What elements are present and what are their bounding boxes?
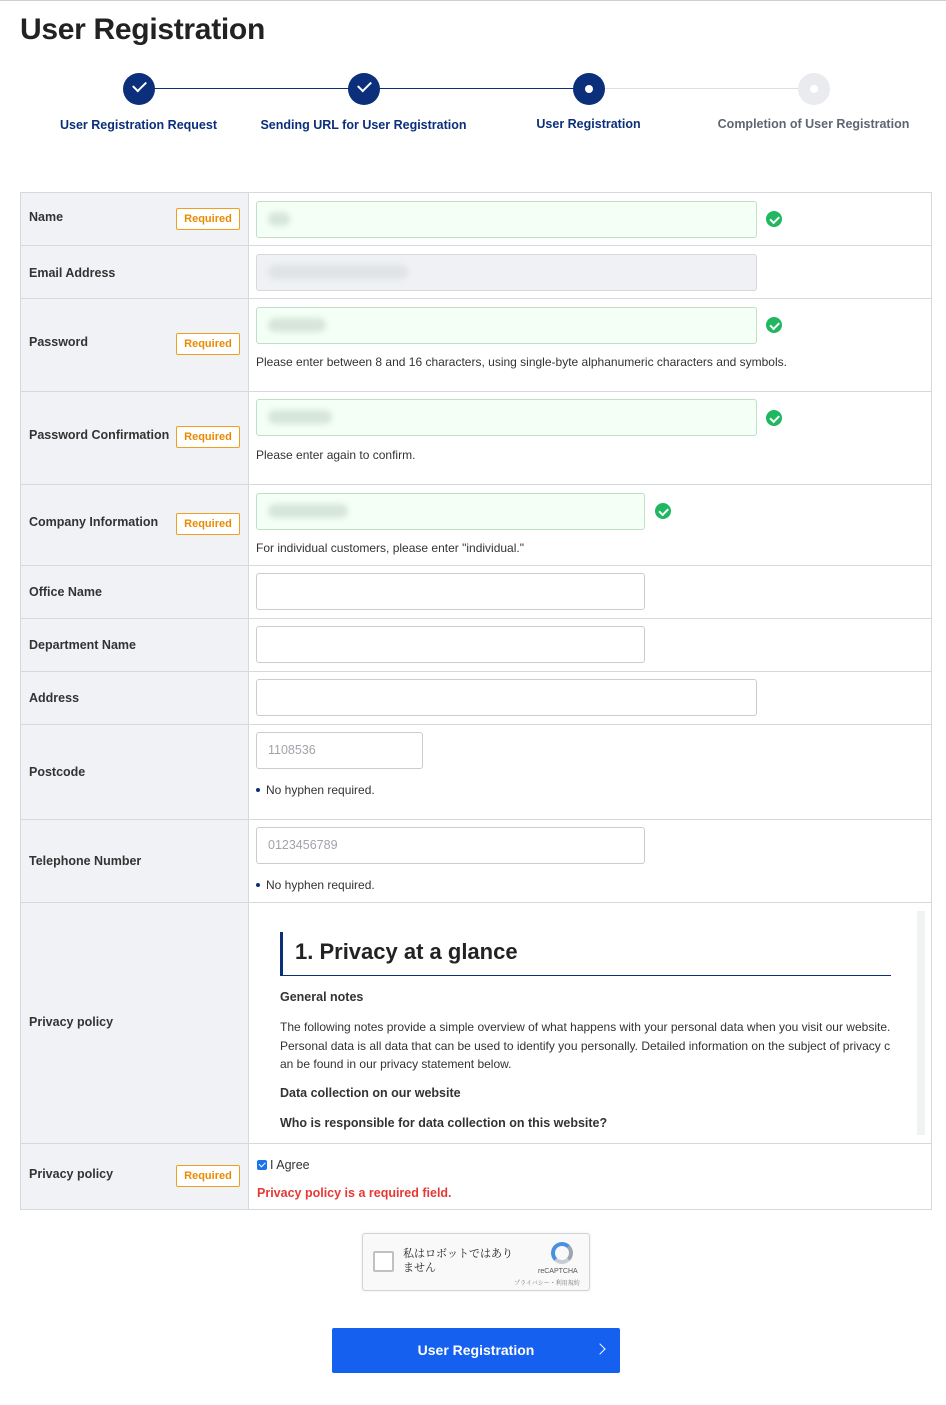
privacy-responsible: Who is responsible for data collection on this website? [280,1116,608,1130]
form-row-name [21,193,931,246]
email-field [256,254,757,291]
value-cell [249,392,931,484]
valid-check-icon [766,410,782,426]
value-cell [249,566,931,618]
step-label: User Registration [536,117,641,131]
progress-stepper [20,71,920,141]
telephone-label: Telephone Number [29,854,142,868]
postcode-label: Postcode [29,765,86,779]
recaptcha-checkbox[interactable] [373,1251,394,1272]
name-label: Name [29,210,64,224]
department-input[interactable] [256,626,645,663]
telephone-hint-text: No hyphen required. [266,878,375,892]
password-confirmation-label: Password Confirmation [29,428,170,442]
recaptcha-brand: reCAPTCHA [538,1268,578,1275]
bullet-icon [256,788,260,792]
bullet-icon [256,883,260,887]
department-label: Department Name [29,638,136,652]
required-badge: Required [176,333,240,355]
privacy-heading-box [280,932,891,976]
form-row-email [21,246,931,299]
required-badge: Required [176,426,240,448]
page-title: User Registration [20,13,265,46]
address-label: Address [29,691,80,705]
agree-checkbox[interactable] [257,1160,267,1170]
value-cell [249,903,931,1143]
postcode-hint-text: No hyphen required. [266,783,375,797]
chevron-right-icon [594,1343,605,1354]
value-cell [249,299,931,391]
value-cell [249,246,931,298]
label-cell [21,903,249,1143]
label-cell [21,725,249,819]
value-cell [249,193,931,245]
valid-check-icon [766,317,782,333]
telephone-input[interactable]: 0123456789 [256,827,645,864]
office-label: Office Name [29,585,102,599]
step-user-registration-request [26,71,251,132]
masked-value [268,212,290,226]
step-user-registration [476,71,701,131]
privacy-text-label: Privacy policy [29,1015,114,1029]
privacy-body-text: The following notes provide a simple overview of what happens with your personal data when you visit our website. Personal data is all data that can be used to identify you personally. Detailed information on the subject of privacy can be found in our privacy statement below. [280,1020,891,1071]
form-row-telephone [21,820,931,903]
user-registration-submit-button[interactable] [332,1328,620,1373]
privacy-agree-label: Privacy policy [29,1167,114,1181]
label-cell [21,619,249,671]
form-row-privacy-text [21,903,931,1144]
password-confirmation-input[interactable] [256,399,757,436]
value-cell [249,820,931,902]
label-cell [21,193,249,245]
recaptcha-text: 私はロボットではありません [403,1248,513,1274]
telephone-hint [256,878,375,892]
value-cell [249,672,931,724]
password-input[interactable] [256,307,757,344]
company-input[interactable] [256,493,645,530]
submit-label: User Registration [417,1342,535,1358]
valid-check-icon [766,211,782,227]
privacy-policy-scrollbox[interactable] [256,910,924,1136]
step-pending-dot-icon [798,73,830,105]
value-cell [249,725,931,819]
step-completion [701,71,926,131]
label-cell [21,392,249,484]
label-cell [21,672,249,724]
recaptcha-links[interactable]: プライバシー・利用規約 [514,1281,580,1287]
step-label: User Registration Request [60,118,217,132]
privacy-data-collection: Data collection on our website [280,1086,461,1100]
form-row-company [21,485,931,566]
form-row-password-confirmation [21,392,931,485]
label-cell [21,566,249,618]
privacy-scrollbar[interactable] [917,911,925,1135]
address-input[interactable] [256,679,757,716]
label-cell [21,485,249,565]
label-cell [21,299,249,391]
required-badge: Required [176,1165,240,1187]
masked-value [268,318,326,332]
step-label: Sending URL for User Registration [260,118,467,132]
form-row-postcode [21,725,931,820]
email-label: Email Address [29,266,116,280]
label-cell [21,820,249,902]
required-badge: Required [176,208,240,230]
required-badge: Required [176,513,240,535]
value-cell [249,1144,931,1209]
office-input[interactable] [256,573,645,610]
recaptcha-widget [362,1233,590,1291]
privacy-general-notes: General notes [280,990,364,1004]
value-cell [249,485,931,565]
step-done-check-icon [348,73,380,105]
privacy-heading: 1. Privacy at a glance [295,939,518,964]
postcode-hint [256,783,375,797]
masked-value [268,410,332,424]
step-current-dot-icon [573,73,605,105]
step-label: Completion of User Registration [717,117,910,131]
postcode-input[interactable]: 1108536 [256,732,423,769]
password-label: Password [29,335,89,349]
recaptcha-logo-icon [551,1242,573,1264]
agree-text: I Agree [270,1158,310,1172]
step-sending-url [251,71,476,132]
masked-value [268,265,408,279]
company-hint: For individual customers, please enter "individual." [256,541,524,555]
form-row-password [21,299,931,392]
step-done-check-icon [123,73,155,105]
label-cell [21,246,249,298]
value-cell [249,619,931,671]
privacy-error-message: Privacy policy is a required field. [257,1186,452,1200]
name-input[interactable] [256,201,757,238]
company-label: Company Information [29,515,159,529]
password-hint: Please enter between 8 and 16 characters, using single-byte alphanumeric characters and symbols. [256,355,787,369]
label-cell [21,1144,249,1209]
password-confirmation-hint: Please enter again to confirm. [256,448,416,462]
form-row-address [21,672,931,725]
valid-check-icon [655,503,671,519]
form-row-office [21,566,931,619]
masked-value [268,504,348,518]
form-row-department [21,619,931,672]
form-row-privacy-agree [21,1144,931,1209]
agree-checkbox-label[interactable] [257,1158,310,1172]
registration-form [20,192,932,1210]
